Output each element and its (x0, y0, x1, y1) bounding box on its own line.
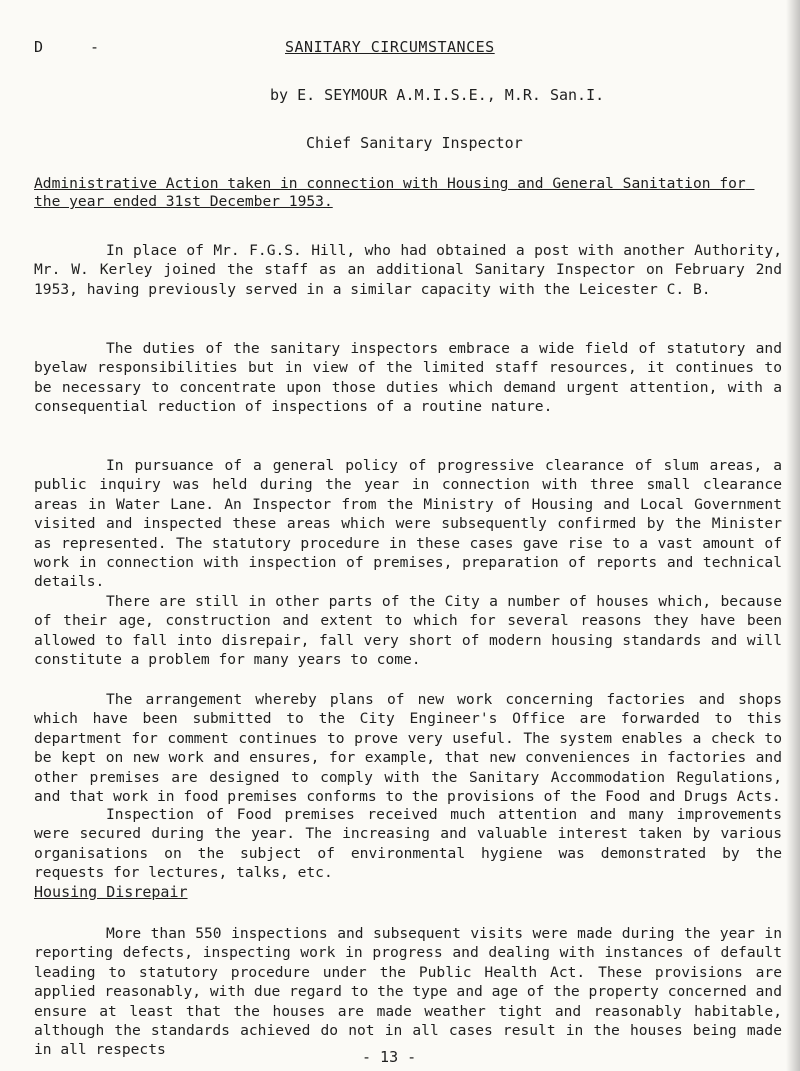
paragraph-food-premises: Inspection of Food premises received much attention and many improvements were secured during the year. The increasing and valuable interest taken by various organisations on the subject of environmental hygiene was demonstrated by the requests for lectures, talks, etc. (34, 806, 782, 882)
section-heading: Administrative Action taken in connection with Housing and General Sanitation for the year ended 31st December 1953. (34, 175, 755, 210)
paragraph-staff-change: In place of Mr. F.G.S. Hill, who had obtained a post with another Authority, Mr. W. Kerley joined the staff as an additional Sanitary Inspector on February 2nd 1953, having previously served in a similar capacity with the Leicester C. B. (34, 242, 782, 298)
page-title: SANITARY CIRCUMSTANCES (285, 38, 495, 56)
page-edge-shadow (786, 0, 800, 1071)
paragraph-plans-review: The arrangement whereby plans of new work concerning factories and shops which have been submitted to the City Engineer's Office are forwarded to this department for comment continues to prove very useful. The system enables a check to be kept on new work and ensures, for example, that new conveniences in factories and other premises are designed to comply with the Sanitary Accommodation Regulations, and that work in food premises conforms to the provisions of the Food and Drugs Acts. (34, 691, 782, 806)
paragraph-duties: The duties of the sanitary inspectors embrace a wide field of statutory and byelaw responsibilities but in view of the limited staff resources, it continues to be necessary to concentrate upon those duties which demand urgent attention, with a consequential reduction of inspections of a routine nature. (34, 340, 782, 416)
section-letter: D (34, 38, 44, 56)
author-role: Chief Sanitary Inspector (306, 134, 523, 152)
paragraph-slum-clearance: In pursuance of a general policy of progressive clearance of slum areas, a public inquiry was held during the year in connection with three small clearance areas in Water Lane. An Inspector from the Ministry of Housing and Local Government visited and inspected these areas which were subsequently confirmed by the Minister as represented. The statutory procedure in these cases gave rise to a vast amount of work in connection with inspection of premises, preparation of reports and technical details. (34, 457, 782, 591)
paragraph-housing-disrepair: More than 550 inspections and subsequent visits were made during the year in reporting defects, inspecting work in progress and dealing with instances of default leading to statutory procedure under the Public Health Act. These provisions are applied reasonably, with due regard to the type and age of the property concerned and ensure at least that the houses are made weather tight and reasonably habitable, although the standards achieved do not in all cases result in the houses being made in all respects (34, 925, 782, 1059)
header-dash: - (90, 38, 100, 56)
paragraph-housing-standards: There are still in other parts of the City a number of houses which, because of their age, construction and extent to which for several reasons they have been allowed to fall into disrepair, fall very short of modern housing standards and will constitute a problem for many years to come. (34, 593, 782, 669)
page-number: - 13 - (362, 1048, 417, 1066)
housing-disrepair-heading: Housing Disrepair (34, 883, 188, 901)
author-line: by E. SEYMOUR A.M.I.S.E., M.R. San.I. (270, 86, 605, 104)
